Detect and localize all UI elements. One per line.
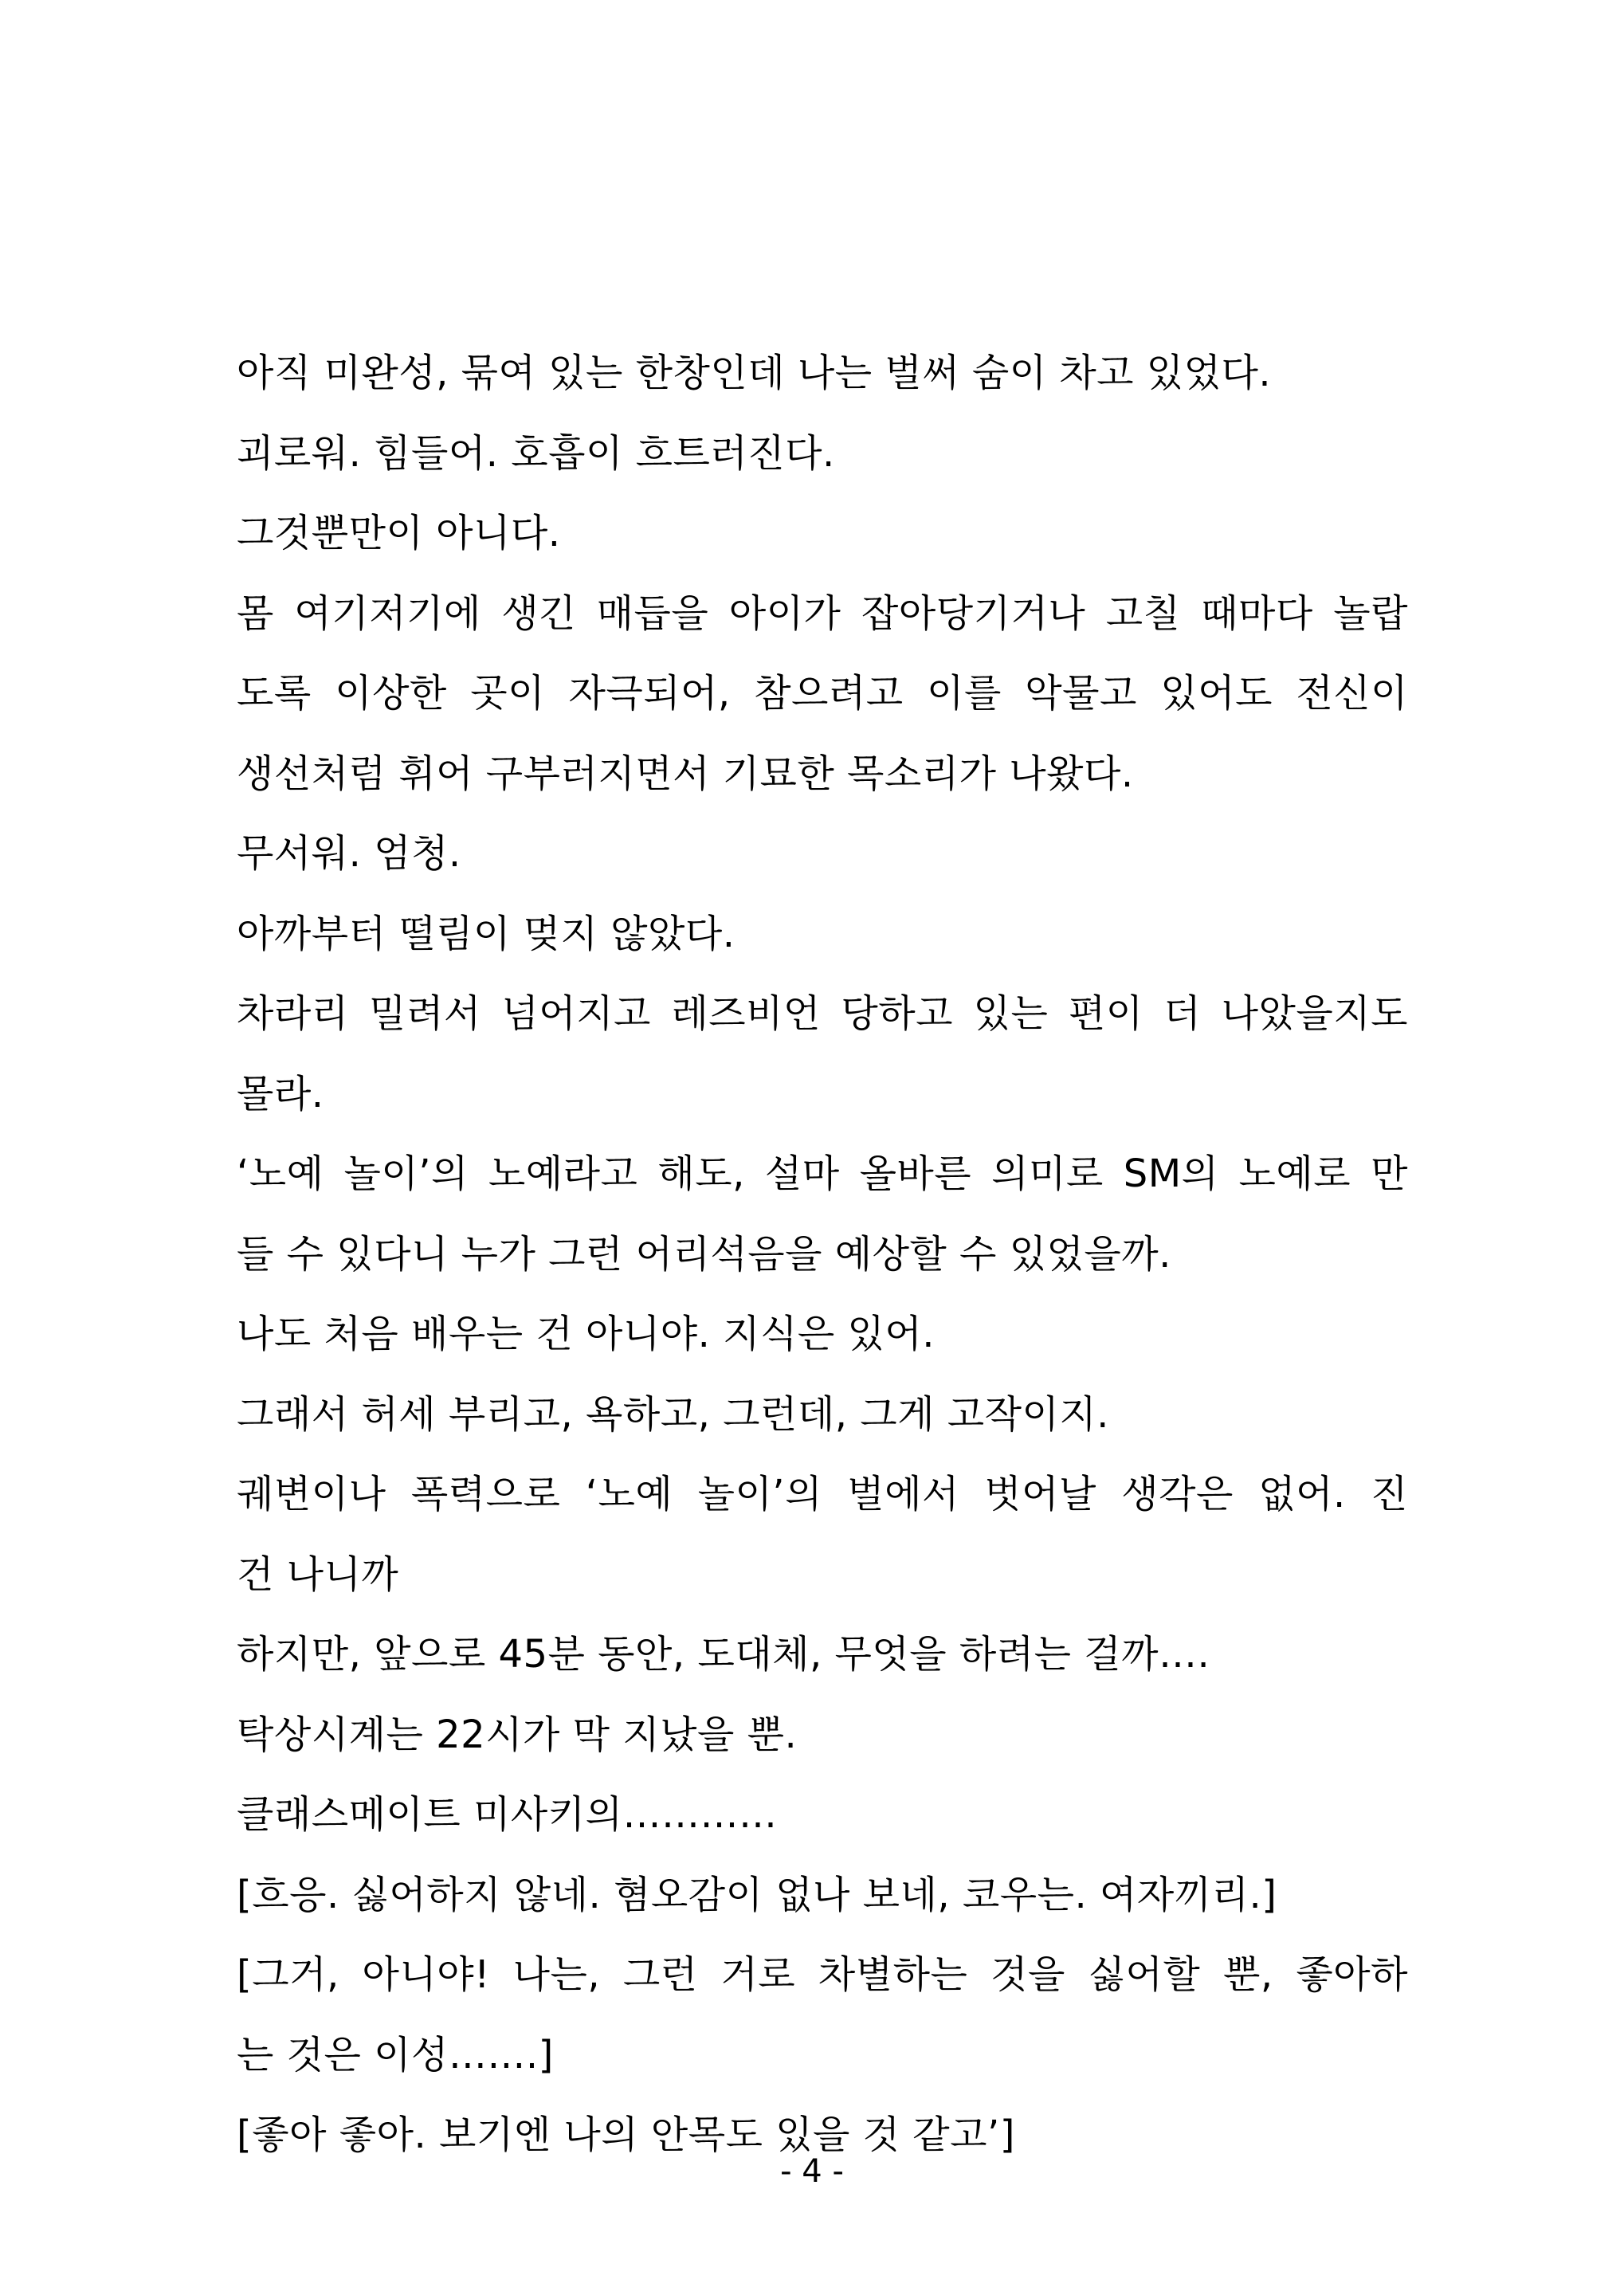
text-line: 그래서 허세 부리고, 욕하고, 그런데, 그게 고작이지. [237,1391,1109,1437]
text-line: 차라리 밀려서 넘어지고 레즈비언 당하고 있는 편이 더 나았을지도 [237,991,1408,1036]
text-line: 나도 처음 배우는 건 아니야. 지식은 있어. [237,1312,935,1356]
text-line: 클래스메이트 미사키의………… [237,1792,778,1837]
text-line: 무서워. 엄청. [237,831,461,876]
text-line: 괴로워. 힘들어. 호흡이 흐트러진다. [237,430,835,476]
text-line: 탁상시계는 22시가 막 지났을 뿐. [237,1712,798,1757]
body-text [237,333,1408,2175]
text-line: 그것뿐만이 아니다. [237,511,561,555]
text-line: [그거, 아니야! 나는, 그런 거로 차별하는 것을 싫어할 뿐, 좋아하 [237,1952,1408,1997]
text-line: 생선처럼 휘어 구부러지면서 기묘한 목소리가 나왔다. [237,751,1134,796]
text-line: 몸 여기저기에 생긴 매듭을 아이가 잡아당기거나 고칠 때마다 놀랍 [237,590,1408,636]
text-line: 도록 이상한 곳이 자극되어, 참으려고 이를 악물고 있어도 전신이 [237,671,1408,716]
text-line: 는 것은 이성…….] [237,2032,554,2077]
text-line: 건 나니까 [237,1552,399,1597]
text-line: 들 수 있다니 누가 그런 어리석음을 예상할 수 있었을까. [237,1231,1171,1277]
text-line: 아직 미완성, 묶여 있는 한창인데 나는 벌써 숨이 차고 있었다. [237,351,1272,395]
text-line: [좋아 좋아. 보기엔 나의 안목도 있을 것 같고’] [237,2113,1016,2157]
text-line: 하지만, 앞으로 45분 동안, 도대체, 무엇을 하려는 걸까…. [237,1632,1210,1677]
text-line: [흐응. 싫어하지 않네. 혐오감이 없나 보네, 코우는. 여자끼리.] [237,1872,1277,1917]
text-line: 궤변이나 폭력으로 ‘노예 놀이’의 벌에서 벗어날 생각은 없어. 진 [237,1472,1408,1516]
text-line: ‘노예 놀이’의 노예라고 해도, 설마 올바른 의미로 SM의 노예로 만 [237,1151,1408,1196]
text-line: 몰라. [237,1071,324,1116]
page-number: - 4 - [780,2153,844,2190]
text-line: 아까부터 떨림이 멎지 않았다. [237,911,736,956]
